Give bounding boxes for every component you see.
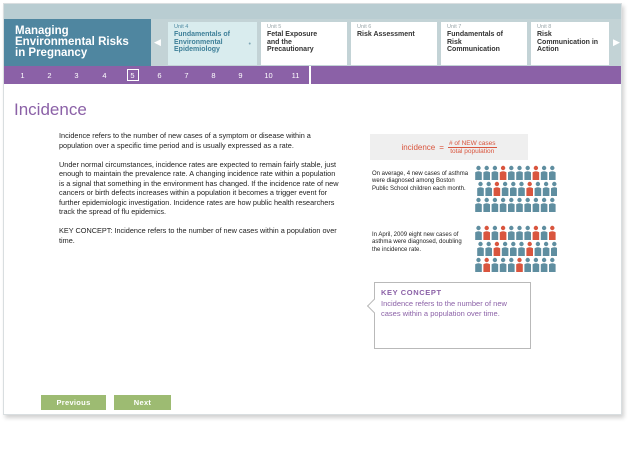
person-new-case-icon bbox=[500, 166, 507, 180]
formula-label: incidence bbox=[401, 142, 436, 152]
person-icon bbox=[508, 258, 515, 272]
course-title: Managing Environmental Risks in Pregnancy bbox=[4, 19, 151, 66]
stat-average-cases: On average, 4 new cases of asthma were diagnosed among Boston Public School children each month. bbox=[372, 171, 469, 192]
person-new-case-icon bbox=[549, 226, 556, 240]
body-text bbox=[59, 131, 339, 255]
person-icon bbox=[551, 242, 557, 256]
paragraph-definition: Incidence refers to the number of new cases of a symptom or disease within a population over a specific time period and is usually expressed as a rate. bbox=[59, 131, 311, 150]
page-link-10[interactable]: 10 bbox=[264, 70, 273, 80]
person-new-case-icon bbox=[533, 226, 540, 240]
unit-tab-8[interactable]: Unit 8 Risk Communication in Action bbox=[531, 22, 609, 65]
page-link-5-current[interactable]: 5 bbox=[124, 66, 141, 84]
page-link-2[interactable]: 2 bbox=[47, 70, 52, 80]
person-icon bbox=[549, 198, 556, 212]
person-icon bbox=[485, 242, 492, 256]
person-new-case-icon bbox=[500, 226, 507, 240]
person-icon bbox=[541, 166, 548, 180]
person-icon bbox=[475, 166, 482, 180]
unit-dot-icon: • bbox=[248, 41, 251, 48]
person-icon bbox=[475, 258, 482, 272]
person-icon bbox=[508, 166, 515, 180]
person-icon bbox=[541, 198, 548, 212]
person-icon bbox=[549, 166, 556, 180]
formula-equals: = bbox=[439, 142, 444, 152]
top-strip bbox=[4, 4, 621, 19]
person-icon bbox=[524, 258, 531, 272]
people-illustration-april bbox=[474, 224, 557, 276]
key-concept-box bbox=[374, 282, 531, 349]
unit-prev-arrow-icon[interactable]: ◀ bbox=[151, 19, 164, 66]
page-link-3[interactable]: 3 bbox=[74, 70, 79, 80]
person-icon bbox=[510, 242, 517, 256]
unit-tab-5[interactable]: Unit 5 Fetal Exposure and the Precautionary bbox=[261, 22, 347, 65]
course-window bbox=[3, 3, 622, 415]
person-icon bbox=[477, 182, 484, 196]
key-concept-heading: KEY CONCEPT bbox=[381, 288, 442, 297]
person-icon bbox=[475, 198, 482, 212]
person-icon bbox=[518, 182, 525, 196]
people-illustration-average bbox=[474, 164, 557, 216]
formula-fraction bbox=[448, 140, 497, 155]
person-icon bbox=[492, 166, 499, 180]
page-link-9[interactable]: 9 bbox=[238, 70, 243, 80]
person-icon bbox=[541, 258, 548, 272]
person-new-case-icon bbox=[494, 242, 501, 256]
page-title: Incidence bbox=[14, 100, 87, 119]
page-bar bbox=[4, 66, 621, 84]
person-icon bbox=[492, 198, 499, 212]
person-icon bbox=[500, 258, 507, 272]
person-icon bbox=[485, 182, 492, 196]
person-icon bbox=[516, 166, 523, 180]
unit-tab-7[interactable]: Unit 7 Fundamentals of Risk Communication bbox=[441, 22, 527, 65]
person-new-case-icon bbox=[526, 242, 533, 256]
unit-navigation bbox=[151, 19, 622, 66]
page-link-1[interactable]: 1 bbox=[20, 70, 25, 80]
person-icon bbox=[541, 226, 548, 240]
person-icon bbox=[483, 198, 490, 212]
person-icon bbox=[535, 242, 542, 256]
person-icon bbox=[492, 258, 499, 272]
person-new-case-icon bbox=[533, 166, 540, 180]
key-concept-text: Incidence refers to the number of new cases within a population over time. bbox=[381, 299, 507, 318]
person-icon bbox=[524, 226, 531, 240]
person-icon bbox=[500, 198, 507, 212]
page-bar-divider bbox=[309, 66, 311, 84]
person-icon bbox=[508, 226, 515, 240]
page-link-4[interactable]: 4 bbox=[102, 70, 107, 80]
formula-denominator: total population bbox=[450, 147, 495, 155]
person-icon bbox=[518, 242, 525, 256]
unit-tab-6[interactable]: Unit 6 Risk Assessment bbox=[351, 22, 437, 65]
person-icon bbox=[549, 258, 556, 272]
person-icon bbox=[524, 198, 531, 212]
unit-next-arrow-icon[interactable]: ▶ bbox=[610, 19, 622, 66]
person-icon bbox=[516, 198, 523, 212]
person-icon bbox=[502, 182, 509, 196]
page-link-7[interactable]: 7 bbox=[184, 70, 189, 80]
person-icon bbox=[492, 226, 499, 240]
person-icon bbox=[516, 226, 523, 240]
person-icon bbox=[533, 258, 540, 272]
previous-button[interactable]: Previous bbox=[41, 395, 106, 410]
page-link-6[interactable]: 6 bbox=[157, 70, 162, 80]
person-new-case-icon bbox=[526, 182, 533, 196]
page-link-11[interactable]: 11 bbox=[291, 70, 300, 80]
paragraph-key-concept: KEY CONCEPT: Incidence refers to the number of new cases within a population over time. bbox=[59, 226, 337, 245]
person-icon bbox=[533, 198, 540, 212]
paragraph-explanation: Under normal circumstances, incidence rates are expected to remain fairly stable, just enough to maintain the prevalence rate. A changing incidence rate within a population is a signal that something in the environment has changed. If the incidence rate of new cancers or birth defects increases within a population it becomes a trigger event for further epidemiologic investigation. Incidence rates are how public health researchers track the spread of flu epidemics. bbox=[59, 159, 339, 216]
person-icon bbox=[551, 182, 557, 196]
person-icon bbox=[543, 182, 550, 196]
person-new-case-icon bbox=[494, 182, 501, 196]
key-concept-pointer bbox=[367, 299, 381, 313]
person-new-case-icon bbox=[483, 226, 490, 240]
formula-numerator: # of NEW cases bbox=[448, 139, 496, 147]
person-icon bbox=[510, 182, 517, 196]
person-icon bbox=[483, 166, 490, 180]
unit-tab-4[interactable]: Unit 4 Fundamentals of Environmental Epidemiology • bbox=[168, 22, 257, 65]
person-new-case-icon bbox=[516, 258, 523, 272]
page-link-8[interactable]: 8 bbox=[211, 70, 216, 80]
incidence-formula bbox=[370, 134, 528, 160]
person-new-case-icon bbox=[483, 258, 490, 272]
next-button[interactable]: Next bbox=[114, 395, 171, 410]
person-icon bbox=[524, 166, 531, 180]
person-icon bbox=[477, 242, 484, 256]
stat-april-cases: In April, 2009 eight new cases of asthma were diagnosed, doubling the incidence rate. bbox=[372, 232, 462, 253]
person-icon bbox=[543, 242, 550, 256]
person-icon bbox=[535, 182, 542, 196]
person-icon bbox=[502, 242, 509, 256]
person-icon bbox=[508, 198, 515, 212]
person-icon bbox=[475, 226, 482, 240]
